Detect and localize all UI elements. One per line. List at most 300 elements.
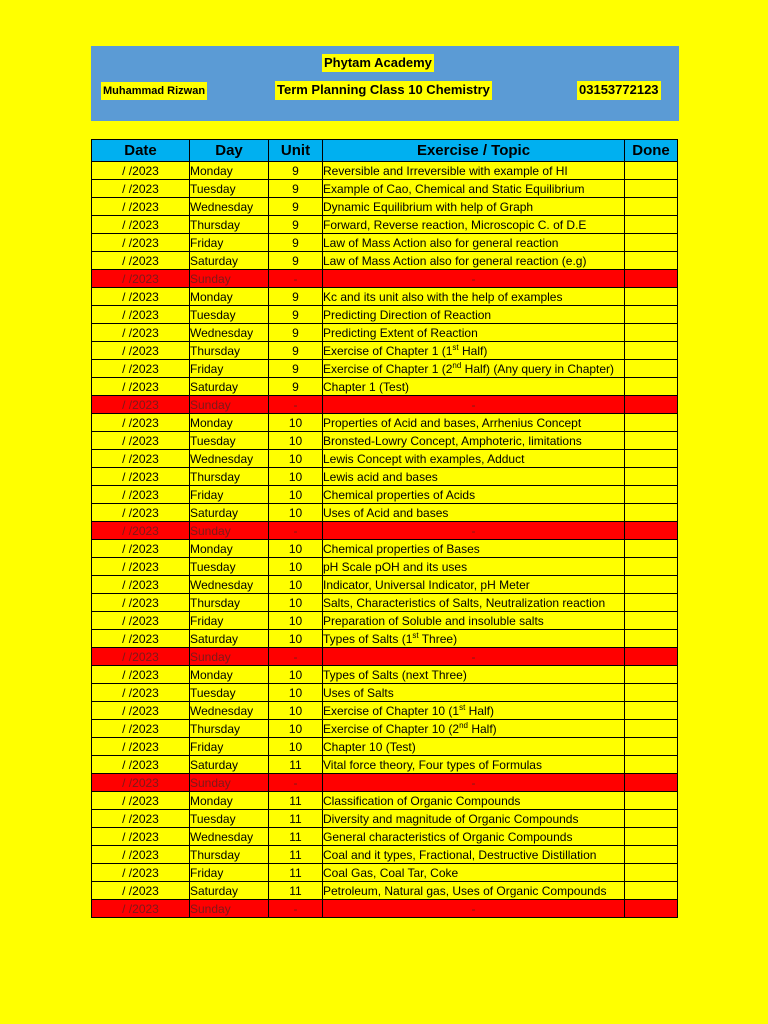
topic-cell: [323, 450, 625, 468]
topic-cell: [323, 288, 625, 306]
date-cell: / /2023: [92, 540, 190, 558]
done-cell: [625, 738, 678, 756]
topic-cell: [323, 828, 625, 846]
done-cell: [625, 684, 678, 702]
unit-cell: 11: [269, 846, 323, 864]
unit-cell: 10: [269, 576, 323, 594]
table-row: [92, 288, 678, 306]
done-cell: [625, 198, 678, 216]
topic-cell: [323, 468, 625, 486]
day-cell: Friday: [190, 234, 269, 252]
day-cell: Tuesday: [190, 558, 269, 576]
table-row: [92, 846, 678, 864]
table-row: [92, 342, 678, 360]
table-row-sunday: [92, 396, 678, 414]
date-cell: / /2023: [92, 252, 190, 270]
topic-text: Example of Cao, Chemical and Static Equilibrium: [323, 181, 585, 196]
date-cell: / /2023: [92, 630, 190, 648]
date-cell: / /2023: [92, 234, 190, 252]
topic-cell: [323, 432, 625, 450]
date-cell: / /2023: [92, 180, 190, 198]
table-row: [92, 666, 678, 684]
day-cell: Thursday: [190, 720, 269, 738]
topic-text: -: [471, 649, 476, 664]
done-cell: [625, 270, 678, 288]
topic-text: Kc and its unit also with the help of examples: [323, 289, 563, 304]
day-cell: Friday: [190, 738, 269, 756]
topic-cell: [323, 810, 625, 828]
day-cell: Sunday: [190, 522, 269, 540]
topic-text: Preparation of Soluble and insoluble salts: [323, 613, 544, 628]
date-cell: / /2023: [92, 612, 190, 630]
topic-text: Properties of Acid and bases, Arrhenius Concept: [323, 415, 582, 430]
ordinal-suffix: nd: [459, 720, 468, 730]
done-cell: [625, 540, 678, 558]
topic-cell: [323, 486, 625, 504]
topic-text: Petroleum, Natural gas, Uses of Organic Compounds: [323, 883, 607, 898]
unit-cell: 10: [269, 666, 323, 684]
date-cell: / /2023: [92, 342, 190, 360]
done-cell: [625, 900, 678, 918]
date-cell: / /2023: [92, 792, 190, 810]
topic-text: Reversible and Irreversible with example of HI: [323, 163, 568, 178]
topic-text: Salts, Characteristics of Salts, Neutralization reaction: [323, 595, 606, 610]
table-row: [92, 234, 678, 252]
topic-text: Types of Salts (next Three): [323, 667, 467, 682]
done-cell: [625, 486, 678, 504]
table-row-sunday: [92, 900, 678, 918]
unit-cell: 10: [269, 540, 323, 558]
day-cell: Thursday: [190, 468, 269, 486]
table-row: [92, 504, 678, 522]
topic-text: Indicator, Universal Indicator, pH Meter: [323, 577, 530, 592]
ordinal-suffix: nd: [452, 360, 462, 370]
date-cell: / /2023: [92, 846, 190, 864]
date-cell: / /2023: [92, 306, 190, 324]
topic-text: Exercise of Chapter 1 (2: [323, 361, 453, 376]
done-cell: [625, 306, 678, 324]
done-cell: [625, 234, 678, 252]
unit-cell: 10: [269, 702, 323, 720]
topic-text: Chemical properties of Acids: [323, 487, 476, 502]
day-cell: Saturday: [190, 252, 269, 270]
topic-cell: [323, 360, 625, 378]
unit-cell: 9: [269, 162, 323, 180]
topic-cell: [323, 666, 625, 684]
done-cell: [625, 504, 678, 522]
day-cell: Tuesday: [190, 432, 269, 450]
date-cell: / /2023: [92, 684, 190, 702]
done-cell: [625, 396, 678, 414]
term-planning-table: [91, 139, 678, 918]
topic-text: Diversity and magnitude of Organic Compounds: [323, 811, 579, 826]
day-cell: Saturday: [190, 756, 269, 774]
table-header-row: [92, 140, 678, 162]
date-cell: / /2023: [92, 396, 190, 414]
topic-text: Predicting Extent of Reaction: [323, 325, 478, 340]
date-cell: / /2023: [92, 162, 190, 180]
table-row: [92, 576, 678, 594]
day-cell: Tuesday: [190, 684, 269, 702]
done-cell: [625, 810, 678, 828]
unit-cell: -: [269, 270, 323, 288]
table-row: [92, 828, 678, 846]
topic-cell: [323, 738, 625, 756]
date-cell: / /2023: [92, 432, 190, 450]
unit-cell: 9: [269, 180, 323, 198]
table-row: [92, 486, 678, 504]
day-cell: Thursday: [190, 594, 269, 612]
unit-cell: 9: [269, 306, 323, 324]
topic-cell: [323, 414, 625, 432]
topic-cell: [323, 774, 625, 792]
done-cell: [625, 612, 678, 630]
topic-text: Forward, Reverse reaction, Microscopic C. of D.E: [323, 217, 587, 232]
unit-cell: -: [269, 522, 323, 540]
topic-text: -: [471, 523, 476, 538]
topic-text-tail: Half): [467, 721, 497, 736]
done-cell: [625, 378, 678, 396]
topic-cell: [323, 378, 625, 396]
date-cell: / /2023: [92, 594, 190, 612]
date-cell: / /2023: [92, 702, 190, 720]
unit-cell: 10: [269, 450, 323, 468]
unit-cell: 11: [269, 828, 323, 846]
topic-text-tail: Half): [465, 703, 494, 718]
topic-text: Types of Salts (1: [323, 631, 413, 646]
done-cell: [625, 828, 678, 846]
topic-cell: [323, 234, 625, 252]
done-cell: [625, 630, 678, 648]
page-title: Term Planning Class 10 Chemistry: [275, 81, 492, 100]
unit-cell: 9: [269, 252, 323, 270]
unit-cell: 10: [269, 612, 323, 630]
date-cell: / /2023: [92, 522, 190, 540]
topic-cell: [323, 720, 625, 738]
topic-text: Coal Gas, Coal Tar, Coke: [323, 865, 459, 880]
topic-cell: [323, 558, 625, 576]
unit-cell: 9: [269, 378, 323, 396]
topic-cell: [323, 630, 625, 648]
table-row: [92, 720, 678, 738]
unit-cell: 9: [269, 360, 323, 378]
column-header-topic: Exercise / Topic: [323, 140, 625, 162]
done-cell: [625, 846, 678, 864]
date-cell: / /2023: [92, 900, 190, 918]
topic-cell: [323, 180, 625, 198]
topic-text-tail: Half): [458, 343, 488, 358]
table-row: [92, 468, 678, 486]
table-row: [92, 558, 678, 576]
unit-cell: 10: [269, 684, 323, 702]
date-cell: / /2023: [92, 360, 190, 378]
day-cell: Friday: [190, 612, 269, 630]
done-cell: [625, 180, 678, 198]
table-row: [92, 792, 678, 810]
done-cell: [625, 648, 678, 666]
date-cell: / /2023: [92, 828, 190, 846]
done-cell: [625, 864, 678, 882]
topic-text: -: [471, 775, 476, 790]
unit-cell: 9: [269, 198, 323, 216]
day-cell: Tuesday: [190, 810, 269, 828]
table-row: [92, 198, 678, 216]
unit-cell: 10: [269, 504, 323, 522]
day-cell: Thursday: [190, 846, 269, 864]
table-row: [92, 162, 678, 180]
done-cell: [625, 450, 678, 468]
day-cell: Monday: [190, 666, 269, 684]
unit-cell: -: [269, 648, 323, 666]
day-cell: Sunday: [190, 396, 269, 414]
day-cell: Tuesday: [190, 306, 269, 324]
table-row: [92, 450, 678, 468]
topic-text: Law of Mass Action also for general reaction (e.g): [323, 253, 587, 268]
unit-cell: -: [269, 900, 323, 918]
unit-cell: 9: [269, 342, 323, 360]
topic-text: Uses of Acid and bases: [323, 505, 449, 520]
date-cell: / /2023: [92, 378, 190, 396]
column-header-day: Day: [190, 140, 269, 162]
date-cell: / /2023: [92, 774, 190, 792]
topic-text: pH Scale pOH and its uses: [323, 559, 468, 574]
done-cell: [625, 342, 678, 360]
date-cell: / /2023: [92, 486, 190, 504]
date-cell: / /2023: [92, 324, 190, 342]
topic-cell: [323, 324, 625, 342]
topic-text-tail: Three): [418, 631, 458, 646]
topic-text: Dynamic Equilibrium with help of Graph: [323, 199, 534, 214]
day-cell: Sunday: [190, 648, 269, 666]
academy-name: Phytam Academy: [324, 55, 432, 70]
done-cell: [625, 576, 678, 594]
phone-number: 03153772123: [577, 81, 661, 100]
topic-cell: [323, 396, 625, 414]
unit-cell: 10: [269, 486, 323, 504]
day-cell: Wednesday: [190, 576, 269, 594]
table-row: [92, 594, 678, 612]
table-row: [92, 684, 678, 702]
topic-cell: [323, 882, 625, 900]
date-cell: / /2023: [92, 810, 190, 828]
unit-cell: 10: [269, 720, 323, 738]
table-row: [92, 540, 678, 558]
unit-cell: 11: [269, 756, 323, 774]
topic-text: -: [471, 271, 476, 286]
table-row-sunday: [92, 648, 678, 666]
topic-cell: [323, 792, 625, 810]
topic-cell: [323, 306, 625, 324]
table-row: [92, 216, 678, 234]
done-cell: [625, 666, 678, 684]
topic-text: Classification of Organic Compounds: [323, 793, 521, 808]
topic-text: Chapter 1 (Test): [323, 379, 410, 394]
unit-cell: 9: [269, 216, 323, 234]
done-cell: [625, 216, 678, 234]
table-body: [92, 162, 678, 918]
day-cell: Thursday: [190, 216, 269, 234]
day-cell: Wednesday: [190, 702, 269, 720]
done-cell: [625, 774, 678, 792]
table-row: [92, 180, 678, 198]
topic-cell: [323, 540, 625, 558]
topic-cell: [323, 612, 625, 630]
day-cell: Wednesday: [190, 828, 269, 846]
date-cell: / /2023: [92, 576, 190, 594]
day-cell: Thursday: [190, 342, 269, 360]
done-cell: [625, 414, 678, 432]
done-cell: [625, 720, 678, 738]
date-cell: / /2023: [92, 270, 190, 288]
date-cell: / /2023: [92, 414, 190, 432]
day-cell: Sunday: [190, 900, 269, 918]
unit-cell: 10: [269, 432, 323, 450]
topic-cell: [323, 702, 625, 720]
topic-text: Vital force theory, Four types of Formulas: [323, 757, 542, 772]
topic-cell: [323, 594, 625, 612]
done-cell: [625, 756, 678, 774]
topic-text: General characteristics of Organic Compounds: [323, 829, 573, 844]
done-cell: [625, 468, 678, 486]
day-cell: Saturday: [190, 882, 269, 900]
unit-cell: 9: [269, 234, 323, 252]
topic-text: Chemical properties of Bases: [323, 541, 480, 556]
topic-text: Coal and it types, Fractional, Destructive Distillation: [323, 847, 597, 862]
topic-text: Predicting Direction of Reaction: [323, 307, 492, 322]
unit-cell: 9: [269, 324, 323, 342]
unit-cell: 11: [269, 864, 323, 882]
date-cell: / /2023: [92, 648, 190, 666]
table-row: [92, 882, 678, 900]
topic-text: Exercise of Chapter 10 (1: [323, 703, 460, 718]
table-row: [92, 252, 678, 270]
unit-cell: 9: [269, 288, 323, 306]
topic-cell: [323, 270, 625, 288]
topic-text: Exercise of Chapter 1 (1: [323, 343, 453, 358]
topic-text: Lewis Concept with examples, Adduct: [323, 451, 525, 466]
date-cell: / /2023: [92, 450, 190, 468]
day-cell: Sunday: [190, 270, 269, 288]
day-cell: Tuesday: [190, 180, 269, 198]
done-cell: [625, 792, 678, 810]
table-row: [92, 360, 678, 378]
table-row: [92, 702, 678, 720]
unit-cell: 11: [269, 882, 323, 900]
day-cell: Friday: [190, 486, 269, 504]
topic-cell: [323, 522, 625, 540]
column-header-done: Done: [625, 140, 678, 162]
unit-cell: 10: [269, 594, 323, 612]
topic-cell: [323, 846, 625, 864]
table-row: [92, 630, 678, 648]
topic-text: Law of Mass Action also for general reaction: [323, 235, 559, 250]
header-banner: [91, 46, 679, 121]
done-cell: [625, 288, 678, 306]
done-cell: [625, 252, 678, 270]
table-row-sunday: [92, 522, 678, 540]
day-cell: Monday: [190, 288, 269, 306]
day-cell: Saturday: [190, 630, 269, 648]
date-cell: / /2023: [92, 864, 190, 882]
topic-cell: [323, 342, 625, 360]
table-row: [92, 612, 678, 630]
unit-cell: 11: [269, 792, 323, 810]
date-cell: / /2023: [92, 756, 190, 774]
table-row: [92, 414, 678, 432]
topic-cell: [323, 756, 625, 774]
date-cell: / /2023: [92, 504, 190, 522]
day-cell: Friday: [190, 360, 269, 378]
ordinal-suffix: st: [459, 702, 466, 712]
date-cell: / /2023: [92, 288, 190, 306]
unit-cell: 10: [269, 630, 323, 648]
topic-text: Exercise of Chapter 10 (2: [323, 721, 460, 736]
table-row: [92, 324, 678, 342]
topic-text: Chapter 10 (Test): [323, 739, 416, 754]
table-row: [92, 756, 678, 774]
date-cell: / /2023: [92, 720, 190, 738]
unit-cell: 10: [269, 738, 323, 756]
done-cell: [625, 702, 678, 720]
topic-cell: [323, 864, 625, 882]
date-cell: / /2023: [92, 666, 190, 684]
table-row: [92, 810, 678, 828]
done-cell: [625, 432, 678, 450]
day-cell: Monday: [190, 540, 269, 558]
topic-cell: [323, 162, 625, 180]
topic-text-tail: Half) (Any query in Chapter): [461, 361, 615, 376]
done-cell: [625, 522, 678, 540]
table-row-sunday: [92, 774, 678, 792]
topic-cell: [323, 900, 625, 918]
done-cell: [625, 594, 678, 612]
table-row: [92, 864, 678, 882]
unit-cell: 10: [269, 414, 323, 432]
day-cell: Saturday: [190, 504, 269, 522]
day-cell: Wednesday: [190, 198, 269, 216]
day-cell: Monday: [190, 792, 269, 810]
date-cell: / /2023: [92, 468, 190, 486]
topic-cell: [323, 216, 625, 234]
unit-cell: 10: [269, 468, 323, 486]
done-cell: [625, 162, 678, 180]
unit-cell: 11: [269, 810, 323, 828]
done-cell: [625, 558, 678, 576]
topic-cell: [323, 648, 625, 666]
table-row: [92, 306, 678, 324]
date-cell: / /2023: [92, 882, 190, 900]
topic-cell: [323, 684, 625, 702]
topic-text: Lewis acid and bases: [323, 469, 438, 484]
topic-cell: [323, 576, 625, 594]
done-cell: [625, 324, 678, 342]
ordinal-suffix: st: [412, 630, 419, 640]
column-header-unit: Unit: [269, 140, 323, 162]
day-cell: Wednesday: [190, 450, 269, 468]
table-row: [92, 738, 678, 756]
table-row-sunday: [92, 270, 678, 288]
date-cell: / /2023: [92, 198, 190, 216]
topic-text: Bronsted-Lowry Concept, Amphoteric, limitations: [323, 433, 582, 448]
day-cell: Monday: [190, 162, 269, 180]
table-row: [92, 432, 678, 450]
unit-cell: 10: [269, 558, 323, 576]
done-cell: [625, 360, 678, 378]
topic-text: -: [471, 901, 476, 916]
teacher-name: Muhammad Rizwan: [101, 82, 207, 100]
date-cell: / /2023: [92, 558, 190, 576]
day-cell: Monday: [190, 414, 269, 432]
